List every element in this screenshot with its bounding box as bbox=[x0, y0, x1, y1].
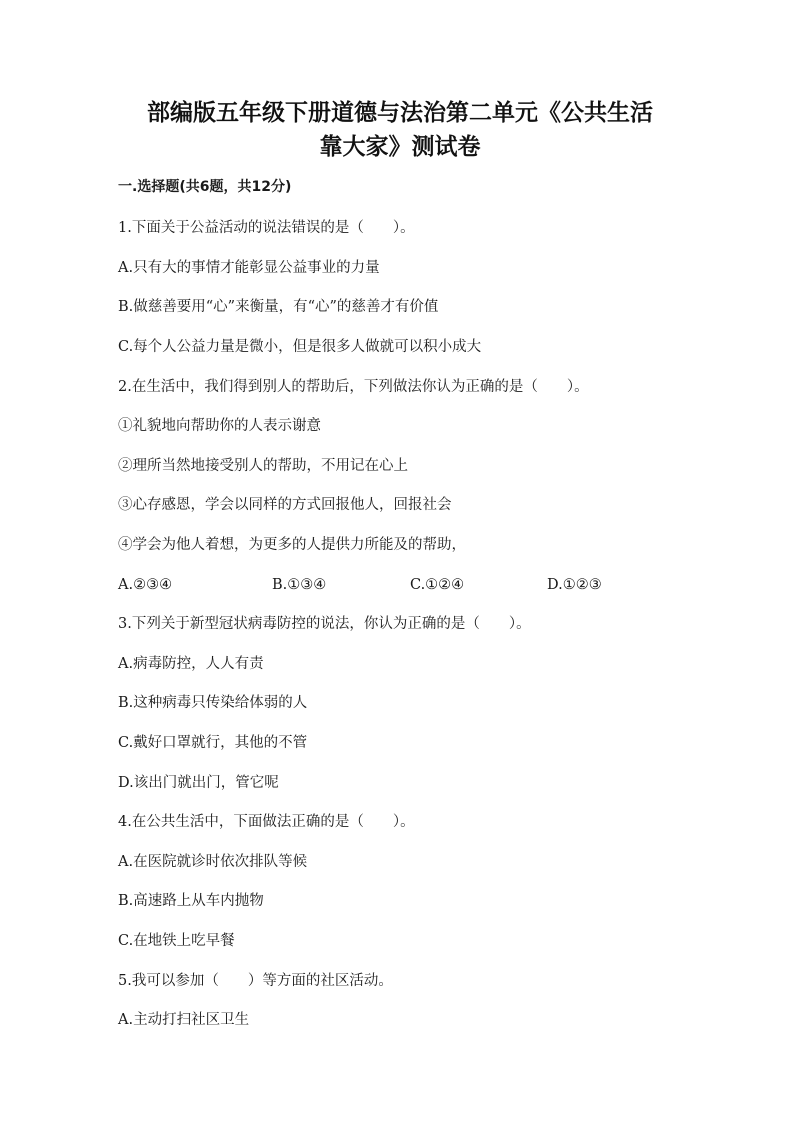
question-3-option-d: D.该出门就出门，管它呢 bbox=[118, 775, 279, 791]
question-4-option-b: B.高速路上从车内抛物 bbox=[118, 893, 264, 909]
question-5-option-a: A.主动打扫社区卫生 bbox=[118, 1012, 250, 1028]
question-4-stem: 4.在公共生活中，下面做法正确的是（ ）。 bbox=[118, 814, 415, 830]
question-2-option-c: C.①②④ bbox=[410, 577, 465, 593]
question-1-option-a: A.只有大的事情才能彰显公益事业的力量 bbox=[118, 260, 380, 276]
page-title-line-1: 部编版五年级下册道德与法治第二单元《公共生活 bbox=[147, 100, 653, 126]
question-2-stem: 2.在生活中，我们得到别人的帮助后，下列做法你认为正确的是（ ）。 bbox=[118, 379, 589, 395]
question-2-statement-3: ③心存感恩，学会以同样的方式回报他人，回报社会 bbox=[118, 497, 452, 513]
question-1-stem: 1.下面关于公益活动的说法错误的是（ ）。 bbox=[118, 220, 415, 236]
question-1-option-c: C.每个人公益力量是微小，但是很多人做就可以积小成大 bbox=[118, 339, 482, 355]
question-3-option-b: B.这种病毒只传染给体弱的人 bbox=[118, 695, 308, 711]
question-3-option-c: C.戴好口罩就行，其他的不管 bbox=[118, 735, 308, 751]
question-4-option-a: A.在医院就诊时依次排队等候 bbox=[118, 854, 308, 870]
question-1-option-b: B.做慈善要用“心”来衡量，有“心”的慈善才有价值 bbox=[118, 299, 439, 315]
question-5-stem: 5.我可以参加（ ）等方面的社区活动。 bbox=[118, 973, 393, 989]
question-4-option-c: C.在地铁上吃早餐 bbox=[118, 933, 235, 949]
question-2-statement-1: ①礼貌地向帮助你的人表示谢意 bbox=[118, 418, 321, 434]
question-2-option-b: B.①③④ bbox=[272, 577, 327, 593]
question-2-option-d: D.①②③ bbox=[547, 577, 602, 593]
question-2-option-a: A.②③④ bbox=[118, 577, 173, 593]
page-title-line-2: 靠大家》测试卷 bbox=[319, 134, 481, 160]
question-2-statement-4: ④学会为他人着想，为更多的人提供力所能及的帮助， bbox=[118, 537, 466, 553]
question-2-statement-2: ②理所当然地接受别人的帮助，不用记在心上 bbox=[118, 458, 408, 474]
question-3-stem: 3.下列关于新型冠状病毒防控的说法，你认为正确的是（ ）。 bbox=[118, 616, 531, 632]
section-heading: 一.选择题(共6题，共12分) bbox=[118, 179, 292, 195]
question-3-option-a: A.病毒防控，人人有责 bbox=[118, 656, 264, 672]
